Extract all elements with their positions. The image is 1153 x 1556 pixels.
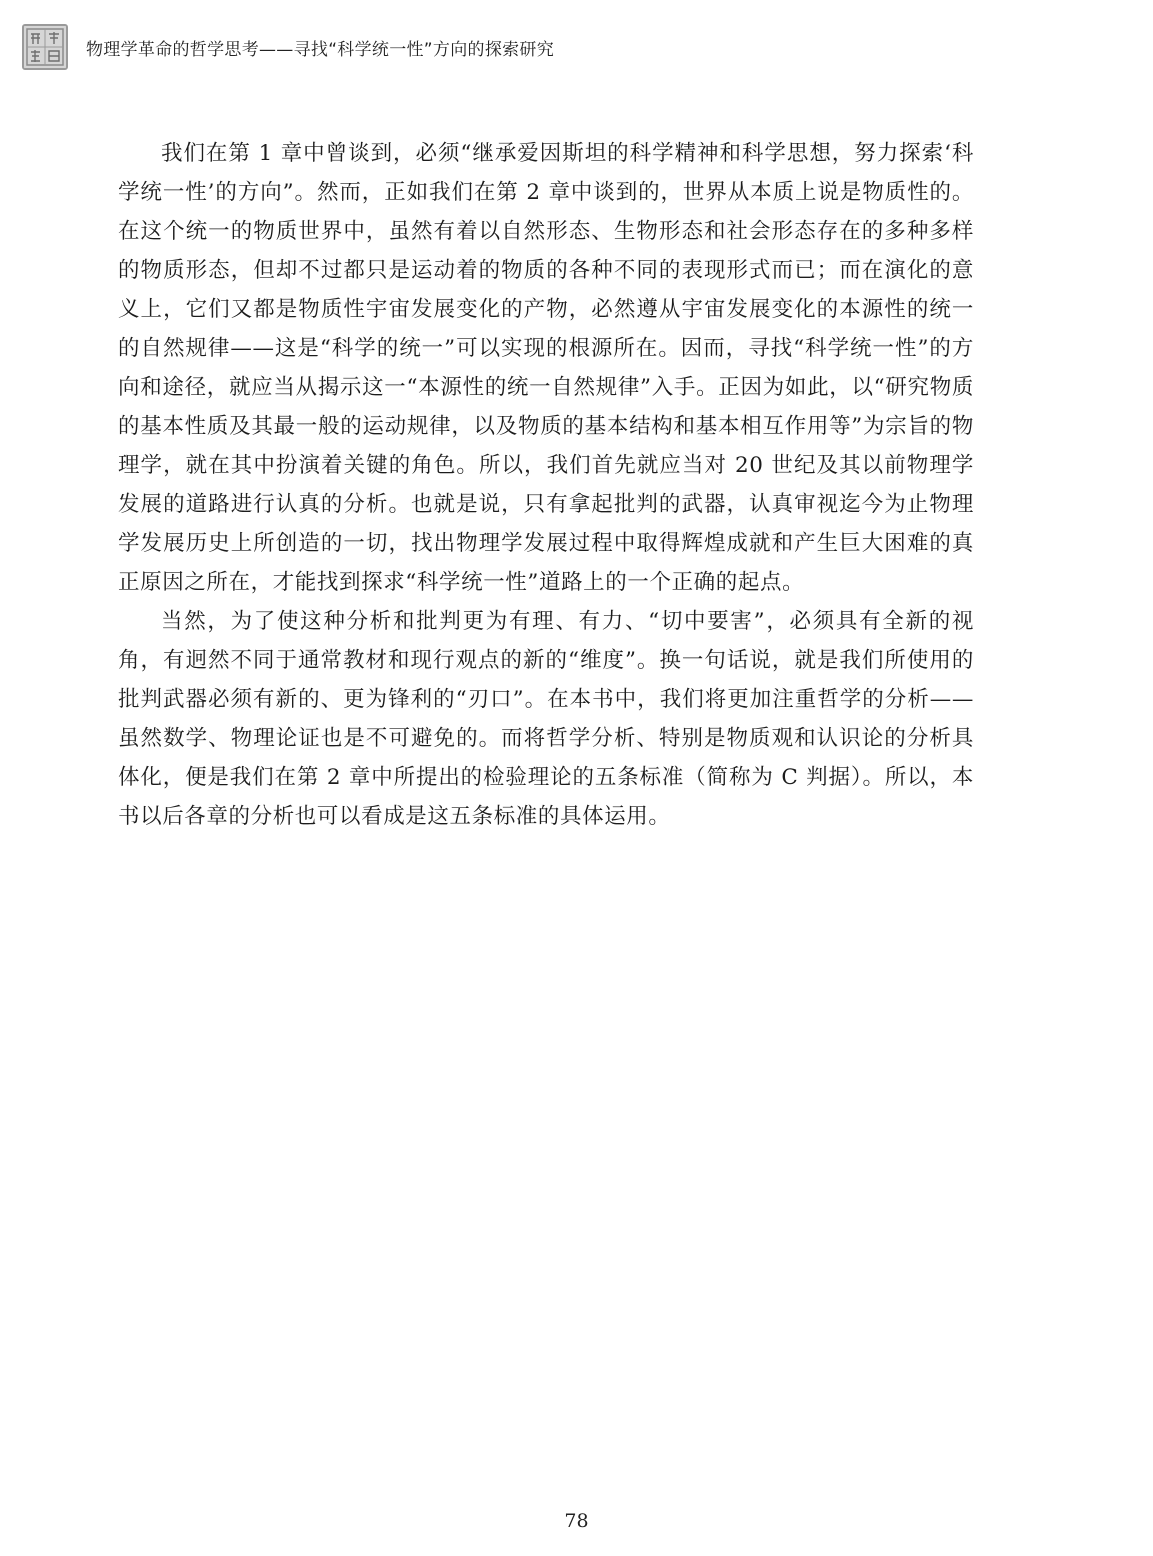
paragraph: 当然，为了使这种分析和批判更为有理、有力、“切中要害”，必须具有全新的视角，有迥然不同于通常教材和现行观点的新的“维度”。换一句话说，就是我们所使用的批判武器必须有新的、更为锋利的“刃口”。在本书中，我们将更加注重哲学的分析——虽然数学、物理论证也是不可避免的。而将哲学分析、特别是物质观和认识论的分析具体化，便是我们在第 2 章中所提出的检验理论的五条标准（简称为 C 判据）。所以，本书以后各章的分析也可以看成是这五条标准的具体运用。: [118, 609, 974, 829]
page-number: 78: [564, 1510, 589, 1532]
paragraph: 我们在第 1 章中曾谈到，必须“继承爱因斯坦的科学精神和科学思想，努力探索‘科学统一性’的方向”。然而，正如我们在第 2 章中谈到的，世界从本质上说是物质性的。在这个统一的物质世界中，虽然有着以自然形态、生物形态和社会形态存在的多种多样的物质形态，但却不过都只是运动着的物质的各种不同的表现形式而已；而在演化的意义上，它们又都是物质性宇宙发展变化的产物，必然遵从宇宙发展变化的本源性的统一的自然规律——这是“科学的统一”可以实现的根源所在。因而，寻找“科学统一性”的方向和途径，就应当从揭示这一“本源性的统一自然规律”入手。正因为如此，以“研究物质的基本性质及其最一般的运动规律，以及物质的基本结构和基本相互作用等”为宗旨的物理学，就在其中扮演着关键的角色。所以，我们首先就应当对 20 世纪及其以前物理学发展的道路进行认真的分析。也就是说，只有拿起批判的武器，认真审视迄今为止物理学发展历史上所创造的一切，找出物理学发展过程中取得辉煌成就和产生巨大困难的真正原因之所在，才能找到探求“科学统一性”道路上的一个正确的起点。: [118, 141, 974, 595]
page-header: [22, 22, 554, 72]
seal-stamp-icon: [22, 24, 68, 70]
main-text: [118, 134, 974, 836]
running-head-title: 物理学革命的哲学思考——寻找“科学统一性”方向的探索研究: [86, 39, 555, 60]
